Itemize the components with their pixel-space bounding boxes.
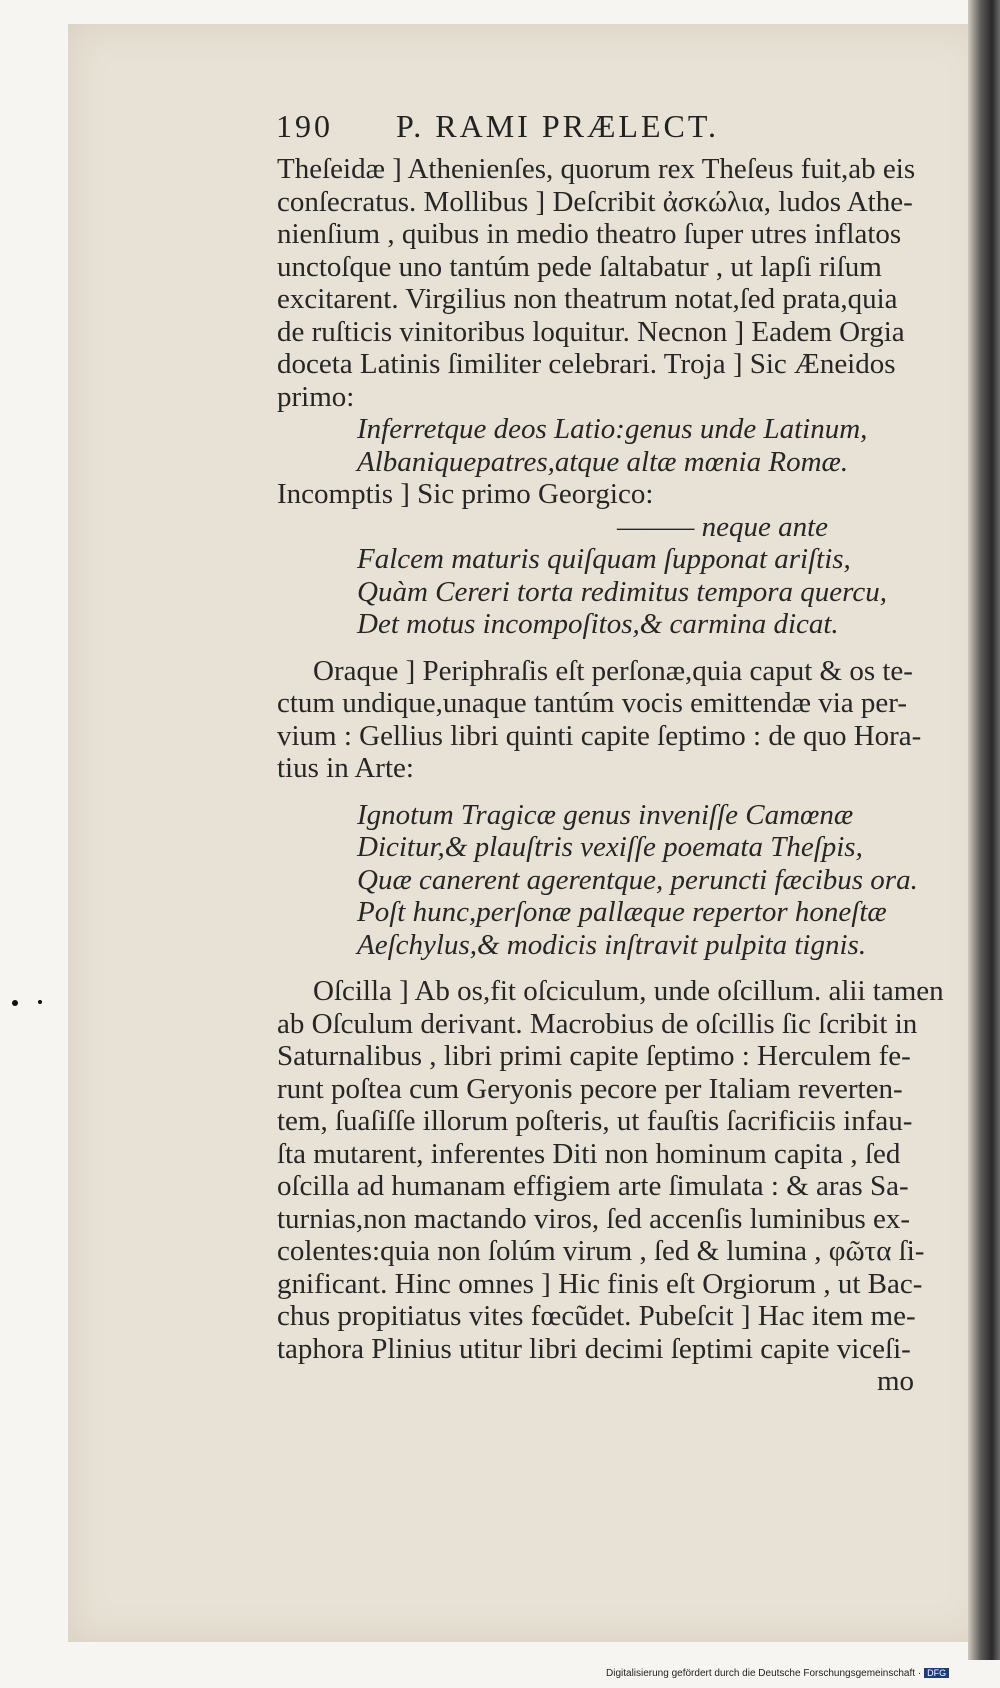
page-body-text	[277, 153, 944, 1398]
text-line: turnias,non mactando viros, ſed accenſis luminibus ex-	[277, 1202, 911, 1235]
gutter-shadow	[968, 0, 1000, 1660]
text-line: Oſcilla ] Ab os,fit oſciculum, unde oſcillum. alii tamen	[313, 975, 944, 1007]
text-line: Incomptis ] Sic primo Georgico:	[277, 478, 654, 510]
text-line: conſecratus. Mollibus ] Deſcribit ἀσκώλια, ludos Athe-	[277, 185, 913, 218]
text-line: excitarent. Virgilius non theatrum notat,ſed prata,quia	[277, 283, 898, 315]
text-line: colentes:quia non ſolúm virum , ſed & lumina , φῶτα ſi-	[277, 1235, 925, 1267]
line-gap	[277, 785, 927, 799]
text-line: doceta Latinis ſimiliter celebrari. Troja ] Sic Æneidos	[277, 348, 896, 380]
verse-line: Det motus incompoſitos,& carmina dicat.	[357, 608, 839, 640]
text-line: oſcilla ad humanam effigiem arte ſimulata : & aras Sa-	[277, 1170, 909, 1202]
text-line: mo	[877, 1365, 915, 1397]
text-line: runt poſtea cum Geryonis pecore per Italiam reverten-	[277, 1072, 903, 1105]
text-line: vium : Gellius libri quinti capite ſeptimo : de quo Hora-	[277, 719, 922, 752]
digitization-credit	[606, 1668, 996, 1686]
text-line: nienſium , quibus in medio theatro ſuper utres inflatos	[277, 218, 902, 250]
text-line: tius in Arte:	[277, 752, 414, 784]
text-line: tem, ſuaſiſſe illorum poſteris, ut fauſtis ſacrificiis infau-	[277, 1105, 913, 1137]
credit-text: Digitalisierung gefördert durch die Deutsche Forschungsgemeinschaft ·	[606, 1668, 922, 1679]
verse-line: Inferretque deos Latio:genus unde Latinum,	[357, 413, 868, 445]
verse-line: Quæ canerent agerentque, peruncti fæcibus ora.	[357, 863, 918, 896]
text-line: Oraque ] Periphraſis eſt perſonæ,quia caput & os te-	[313, 654, 913, 687]
running-title: P. RAMI PRÆLECT.	[396, 108, 720, 144]
text-line: gnificant. Hinc omnes ] Hic finis eſt Orgiorum , ut Bac-	[277, 1267, 923, 1300]
text-line: taphora Plinius utitur libri decimi ſeptimi capite viceſi-	[277, 1332, 911, 1365]
text-line: Theſeidæ ] Athenienſes, quorum rex Theſeus fuit,ab eis	[277, 153, 916, 185]
page-number: 190	[276, 108, 333, 144]
text-line: primo:	[277, 380, 355, 413]
text-line: unctoſque uno tantúm pede ſaltabatur , ut lapſi riſum	[277, 250, 882, 283]
text-line: Saturnalibus , libri primi capite ſeptimo : Herculem fe-	[277, 1040, 911, 1072]
verse-line: ——— neque ante	[617, 510, 829, 543]
running-header	[276, 108, 916, 148]
verse-line: Albaniquepatres,atque altæ mœnia Romæ.	[357, 445, 849, 478]
text-line: chus propitiatus vites fœcũdet. Pubeſcit ] Hac item me-	[277, 1300, 916, 1332]
text-line: ſta mutarent, inferentes Diti non hominum capita , ſed	[277, 1137, 901, 1170]
line-gap	[277, 961, 927, 975]
verse-line: Falcem maturis quiſquam ſupponat ariſtis,	[357, 543, 851, 575]
text-line: ctum undique,unaque tantúm vocis emittendæ via per-	[277, 687, 908, 719]
verse-line: Ignotum Tragicæ genus inveniſſe Camœnæ	[357, 798, 854, 831]
verse-line: Aeſchylus,& modicis inſtravit pulpita tignis.	[357, 928, 867, 961]
verse-line: Quàm Cereri torta redimitus tempora quercu,	[357, 575, 888, 608]
verse-line: Poſt hunc,perſonæ pallæque repertor honeſtæ	[357, 896, 887, 928]
dfg-logo: DFG	[924, 1668, 949, 1678]
verse-line: Dicitur,& plauſtris vexiſſe poemata Theſpis,	[357, 831, 863, 863]
dust-speck	[12, 1000, 18, 1006]
text-line: de ruſticis vinitoribus loquitur. Necnon ] Eadem Orgia	[277, 315, 905, 348]
text-line: ab Oſculum derivant. Macrobius de oſcillis ſic ſcribit in	[277, 1007, 918, 1040]
line-gap	[277, 641, 927, 655]
dust-speck	[38, 1000, 42, 1004]
